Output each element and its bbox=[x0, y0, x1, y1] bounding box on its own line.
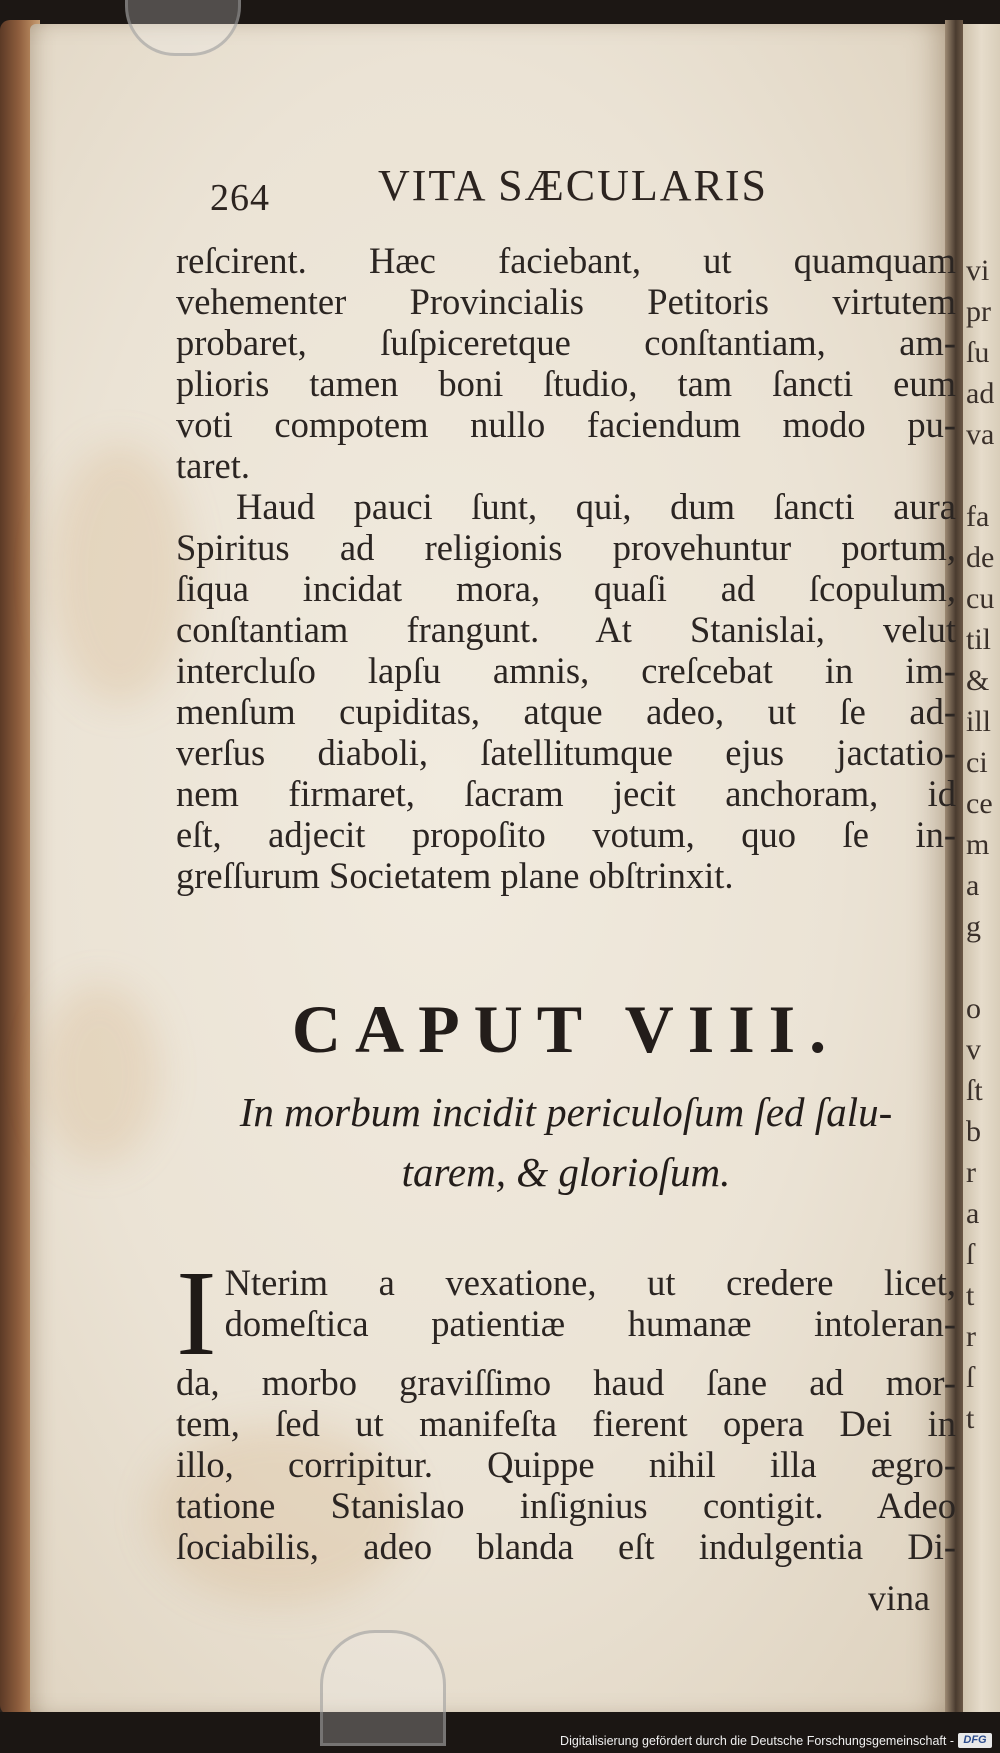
facing-page-fragment: t bbox=[966, 1402, 975, 1435]
facing-page-fragment: pr bbox=[966, 295, 991, 328]
facing-page-fragment: ci bbox=[966, 746, 988, 779]
text-line: taret. bbox=[176, 445, 250, 486]
digitization-credit: Digitalisierung gefördert durch die Deutsche Forschungsgemeinschaft - bbox=[560, 1734, 954, 1748]
facing-page-fragment: de bbox=[966, 541, 995, 574]
text-line: tatione Stanislao inſignius contigit. Adeo bbox=[176, 1485, 956, 1526]
facing-page-fragment: b bbox=[966, 1115, 981, 1148]
text-line: greſſurum Societatem plane obſtrinxit. bbox=[176, 855, 734, 896]
facing-page-fragment: ſu bbox=[966, 336, 990, 369]
facing-page-fragment: ce bbox=[966, 787, 993, 820]
text-line: nem firmaret, ſacram jecit anchoram, id bbox=[176, 773, 956, 814]
facing-page-fragment: til bbox=[966, 623, 992, 656]
dfg-logo: DFG bbox=[958, 1733, 992, 1748]
facing-page-fragment: a bbox=[966, 1197, 980, 1230]
text-line: Spiritus ad religionis provehuntur portum, bbox=[176, 527, 956, 568]
text-line: illo, corripitur. Quippe nihil illa ægro- bbox=[176, 1444, 956, 1485]
paper-stain bbox=[40, 984, 160, 1164]
text-line: verſus diaboli, ſatellitumque ejus jactatio- bbox=[176, 732, 956, 773]
text-line: Haud pauci ſunt, qui, dum ſancti aura bbox=[236, 486, 956, 527]
catchword: vina bbox=[868, 1578, 930, 1618]
paper-stain bbox=[50, 444, 190, 704]
text-line: vehementer Provincialis Petitoris virtutem bbox=[176, 281, 956, 322]
text-line: conſtantiam frangunt. At Stanislai, velut bbox=[176, 609, 956, 650]
facing-page-fragment: v bbox=[966, 1033, 981, 1066]
facing-page-fragment: g bbox=[966, 910, 981, 943]
facing-page-fragment: o bbox=[966, 992, 981, 1025]
chapter-heading: CAPUT VIII. bbox=[291, 991, 841, 1067]
chapter-subtitle-line: tarem, & glorioſum. bbox=[401, 1149, 731, 1195]
facing-page-fragment: ſt bbox=[966, 1074, 983, 1107]
text-line: probaret, ſuſpiceretque conſtantiam, am- bbox=[176, 322, 956, 363]
text-line: da, morbo graviſſimo haud ſane ad mor- bbox=[176, 1362, 956, 1403]
text-line: ſiqua incidat mora, quaſi ad ſcopulum, bbox=[176, 568, 956, 609]
chapter-subtitle-line: In morbum incidit periculoſum ſed ſalu- bbox=[239, 1089, 893, 1135]
facing-page-fragment: vi bbox=[966, 254, 990, 287]
text-line: menſum cupiditas, atque adeo, ut ſe ad- bbox=[176, 691, 956, 732]
text-line: Nterim a vexatione, ut credere licet, bbox=[224, 1262, 956, 1303]
body-text bbox=[176, 240, 956, 896]
facing-page-fragment: ad bbox=[966, 377, 995, 410]
text-line: plioris tamen boni ſtudio, tam ſancti eum bbox=[176, 363, 956, 404]
chapter-text bbox=[176, 1246, 956, 1567]
facing-page-fragment bbox=[966, 947, 1000, 988]
running-title: VITA SÆCULARIS bbox=[378, 161, 768, 210]
facing-page-fragments bbox=[966, 250, 1000, 1439]
facing-page-fragment: ſ bbox=[966, 1238, 975, 1271]
text-line: domeſtica patientiæ humanæ intoleran- bbox=[224, 1303, 956, 1344]
facing-page-fragment: t bbox=[966, 1279, 975, 1312]
facing-page-fragment: fa bbox=[966, 500, 990, 533]
facing-page-fragment: cu bbox=[966, 582, 995, 615]
facing-page-fragment: r bbox=[966, 1320, 976, 1353]
text-line: tem, ſed ut manifeſta fierent opera Dei in bbox=[176, 1403, 956, 1444]
facing-page-fragment: va bbox=[966, 418, 995, 451]
facing-page-fragment bbox=[966, 455, 1000, 496]
facing-page-fragment: ſ bbox=[966, 1361, 975, 1394]
text-line: voti compotem nullo faciendum modo pu- bbox=[176, 404, 956, 445]
text-line: intercluſo lapſu amnis, creſcebat in im- bbox=[176, 650, 956, 691]
page-clip-bottom bbox=[320, 1630, 446, 1746]
facing-page-fragment: m bbox=[966, 828, 990, 861]
page-number: 264 bbox=[210, 177, 270, 219]
facing-page-fragment: r bbox=[966, 1156, 976, 1189]
drop-cap: I bbox=[176, 1246, 217, 1381]
text-line: ſociabilis, adeo blanda eſt indulgentia Di- bbox=[176, 1526, 956, 1567]
chapter-subtitle bbox=[176, 1082, 956, 1202]
text-line: reſcirent. Hæc faciebant, ut quamquam bbox=[176, 240, 956, 281]
facing-page-fragment: ill bbox=[966, 705, 992, 738]
facing-page-fragment: a bbox=[966, 869, 980, 902]
text-line: eſt, adjecit propoſito votum, quo ſe in- bbox=[176, 814, 956, 855]
facing-page-fragment: & bbox=[966, 664, 990, 697]
